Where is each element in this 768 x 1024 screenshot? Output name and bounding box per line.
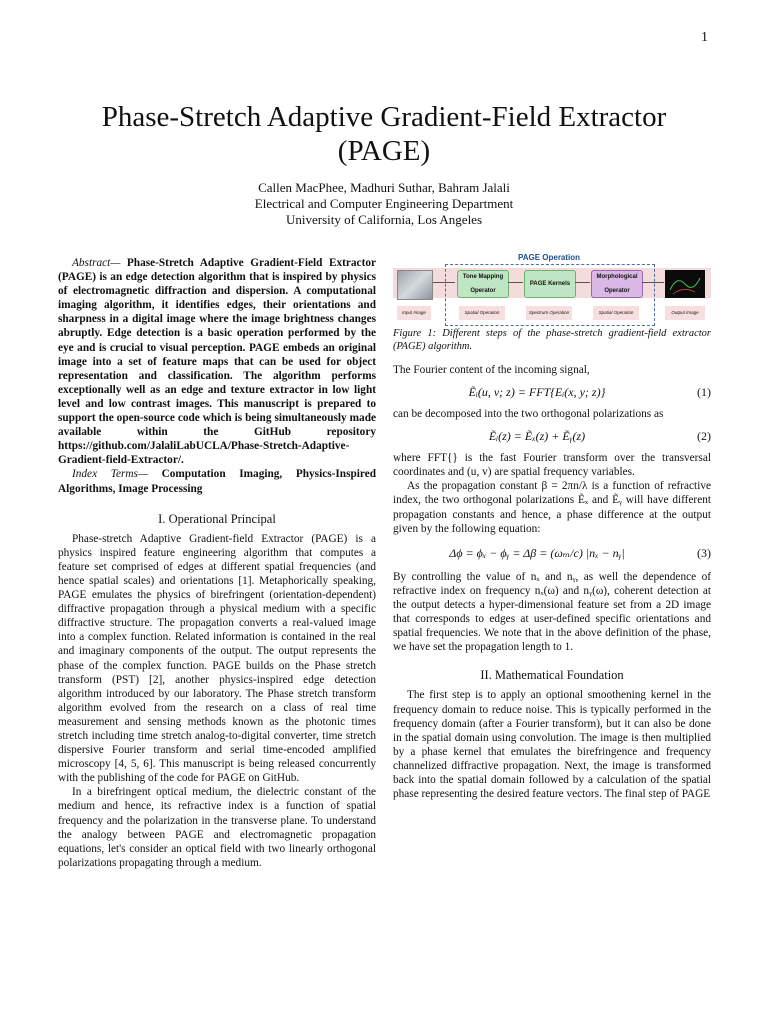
page-number: 1 xyxy=(701,30,708,45)
department: Electrical and Computer Engineering Department xyxy=(254,196,514,211)
page-kernels-box: PAGE Kernels xyxy=(524,270,576,298)
author-block xyxy=(60,180,708,228)
right-paragraph-3: where FFT{} is the fast Fourier transform over the transversal coordinates and (u, v) are spatial frequency variables. xyxy=(393,452,711,479)
authors: Callen MacPhee, Madhuri Suthar, Bahram Jalali xyxy=(258,180,510,195)
input-image-thumbnail xyxy=(397,270,433,300)
equation-1 xyxy=(393,377,711,407)
right-paragraph-5: By controlling the value of nₓ and nᵧ, as well the dependence of refractive index on frequency nₓ(ω) and nᵧ(ω), coherent detection at the output detects a hyper-dimensional feature set from a 2D image that corresponds to edges at user-defined specific orientations and spatial frequencies. We note that in the above definition of the phase, we have set the propagation length to 1. xyxy=(393,570,711,654)
tone-mapping-box: Tone Mapping Operator xyxy=(457,270,509,298)
section1-paragraph-2: In a birefringent optical medium, the dielectric constant of the medium and hence, its refractive index is a function of spatial frequency and the polarization in the transverse plane. To understand the analogy between PAGE and electromagnetic propagation equations, let's consider an optical field with two linearly orthogonal polarizations propagating through a medium. xyxy=(58,786,376,869)
equation-2 xyxy=(393,421,711,451)
section1-paragraph-1: Phase-stretch Adaptive Gradient-field Extractor (PAGE) is a physics inspired feature engineering algorithm that computes a feature set comprised of edges at different spatial frequencies (and hence spatial scales) and orientations [1]. Metaphorically speaking, PAGE emulates the physics of birefringent (orientation-dependent) diffractive propagation through a physical medium with a specific diffractive structure. The propagation converts a real-valued image into a complex function. Related information is contained in the real and imaginary components of the output. The output represents the phase of the complex function. PAGE builds on the Phase stretch transform (PST) [2], another physics-inspired edge detection algorithm introduced by our laboratory. The Phase stretch transform algorithm evolved from the research on a class of real time measurement and sensing methods known as the photonic times stretch including time stretch analog-to-digital converter, time stretch dispersive Fourier transform and serial time-encoded amplified microscopy [4, 5, 6]. This manuscript is being released concurrently with the publishing of the code for PAGE on GitHub. xyxy=(58,532,376,785)
left-column xyxy=(58,256,376,870)
index-terms xyxy=(58,467,376,495)
index-terms-label: Index Terms— xyxy=(72,468,148,481)
arrow-1 xyxy=(433,282,455,283)
output-image-label: Output Image xyxy=(665,306,705,320)
right-paragraph-4: As the propagation constant β = 2πn/λ is a function of refractive index, the two orthogonal polarizations Ẽₓ and Ẽᵧ will have different propagation constants and hence, a phase difference at the output given by the following equation: xyxy=(393,480,711,535)
equation-2-number: (2) xyxy=(697,429,711,444)
equation-2-expr: Ẽᵢ(z) = Ẽₓ(z) + Ẽᵧ(z) xyxy=(488,429,586,444)
section2-paragraph-1: The first step is to apply an optional smoothening kernel in the frequency domain to reduce noise. This is typically performed in the frequency domain (after a Fourier transform), but it can also be done in the spatial domain using convolution. The image is then multiplied by a phase kernel that emulates the birefringence and frequency channelized diffractive propagation. Next, the image is transformed back into the spatial domain followed by a calculation of the spatial phase representing the desired feature vectors. The final step of PAGE xyxy=(393,689,711,801)
spatial-operation-label-2: Spatial Operation xyxy=(593,306,639,320)
output-edges-graphic xyxy=(665,270,705,298)
right-paragraph-2: can be decomposed into the two orthogonal polarizations as xyxy=(393,408,664,421)
abstract-label: Abstract— xyxy=(72,257,121,269)
arrow-2 xyxy=(508,282,523,283)
input-image-label: Input Image xyxy=(397,306,431,320)
index-terms-text: Computation Imaging, Physics-Inspired Algorithms, Image Processing xyxy=(58,468,376,495)
figure-header: PAGE Operation xyxy=(517,253,581,262)
spatial-operation-label-1: Spatial Operation xyxy=(459,306,505,320)
university: University of California, Los Angeles xyxy=(285,212,483,227)
arrow-4 xyxy=(642,282,664,283)
arrow-3 xyxy=(575,282,590,283)
spectrum-operation-label: Spectrum Operation xyxy=(526,306,572,320)
right-column xyxy=(393,250,711,801)
equation-3-expr: Δϕ = ϕₓ − ϕᵧ = Δβ = (ωₘ/c) |nₓ − nᵧ| xyxy=(449,545,625,560)
abstract-text: Phase-Stretch Adaptive Gradient-Field Extractor (PAGE) is an edge detection algorithm that is inspired by physics of electromagnetic diffraction and dispersion. A computational imaging algorithm, it identifies edges, their orientations and sharpness in a digital image where the image brightness changes abruptly. Edge detection is a basic operation performed by the eye and is crucial to visual perception. PAGE embeds an original image into a set of feature maps that can be used for object representation and classification. The algorithm performs exceptionally well as an edge and texture extractor in low light level and low contrast images. This manuscript is prepared to support the open-source code which is being simultaneously made available within the GitHub repository https://github.com/JalaliLabUCLA/Phase-Stretch-Adaptive-Gradient-field-Extractor/. xyxy=(58,257,376,467)
morphological-operator-box: Morphological Operator xyxy=(591,270,643,298)
equation-3-number: (3) xyxy=(697,545,711,560)
abstract xyxy=(58,256,376,467)
output-image-thumbnail xyxy=(665,270,705,298)
equation-1-expr: Ẽᵢ(u, v; z) = FFT{Eᵢ(x, y; z)} xyxy=(468,385,606,400)
figure-1 xyxy=(393,250,711,325)
equation-1-number: (1) xyxy=(697,385,711,400)
section-heading-2: II. Mathematical Foundation xyxy=(480,668,624,683)
section-heading-1: I. Operational Principal xyxy=(158,511,276,526)
equation-3 xyxy=(393,536,711,570)
figure-caption: Figure 1: Different steps of the phase-stretch gradient-field extractor (PAGE) algorithm. xyxy=(393,328,711,352)
right-paragraph-1: The Fourier content of the incoming signal, xyxy=(393,364,590,376)
paper-title: Phase-Stretch Adaptive Gradient-Field Extractor (PAGE) xyxy=(101,101,667,167)
